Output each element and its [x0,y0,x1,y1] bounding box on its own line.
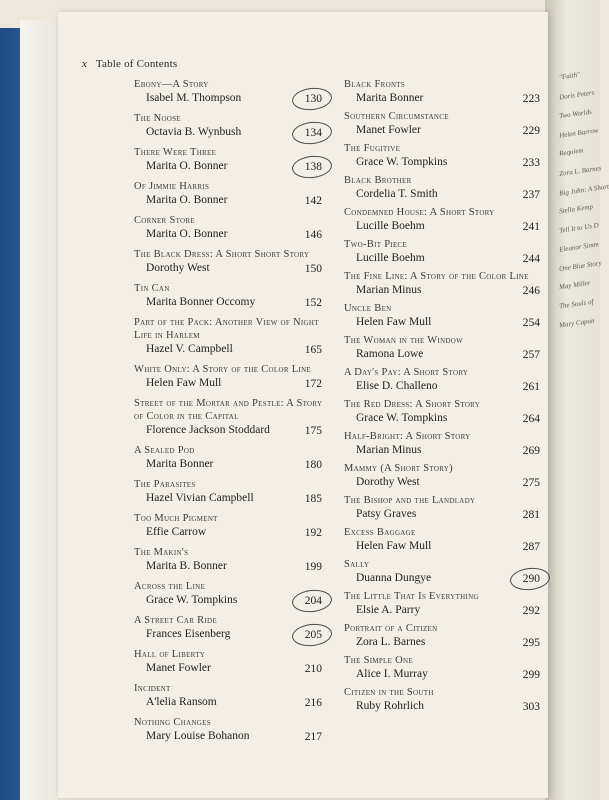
entry-author: Marita Bonner [356,92,424,104]
entry-title: A Street Car Ride [134,615,217,626]
entry-title: The Bishop and the Landlady [344,495,476,506]
facing-page-text: Eleanor Simm [558,240,600,254]
entry-author: Florence Jackson Stoddard [146,424,270,436]
entry-title: A Sealed Pod [134,445,195,456]
entry-author: Ruby Rohrlich [356,700,425,712]
entry-title: Two-Bit Piece [344,239,408,250]
entry-page-number: 130 [304,93,322,105]
entry-author: Grace W. Tompkins [146,594,238,606]
entry-author: Elise D. Challeno [356,380,438,392]
entry-author: Patsy Graves [356,508,417,520]
entry-page-number: 210 [304,663,322,675]
entry-page-number: 205 [304,629,322,641]
entry-author: Effie Carrow [146,526,207,538]
facing-page-text: Two Worlds [558,107,593,121]
facing-page [545,0,609,800]
toc-entry [134,214,324,241]
toc-entry [344,302,542,329]
toc-entry [344,590,542,617]
entry-page-number: 254 [522,317,540,329]
entry-title: Too Much Pigment [134,513,218,524]
toc-entry [134,363,324,390]
facing-page-text: Zora L. Barnes [558,164,602,178]
entry-author: Helen Faw Mull [356,316,432,328]
toc-entry [134,444,324,471]
entry-author: Zora L. Barnes [356,636,426,648]
entry-author: Marita O. Bonner [146,228,228,240]
entry-title: Black Brother [344,175,412,186]
entry-page-number: 199 [304,561,322,573]
toc-entry [344,398,542,425]
facing-page-text: Big John: A Short [558,182,609,198]
toc-entry [134,78,324,105]
entry-title: The Noose [134,113,181,124]
toc-entry [134,614,324,641]
toc-entry [344,366,542,393]
entry-title: Across the Line [134,581,206,592]
entry-page-number: 192 [304,527,322,539]
entry-author: Grace W. Tompkins [356,156,448,168]
entry-author: Duanna Dungye [356,572,432,584]
facing-page-text: One Blue Story [558,259,603,273]
toc-entry [344,654,542,681]
toc-entry [134,716,324,743]
entry-page-number: 185 [304,493,322,505]
toc-entry [344,526,542,553]
entry-author: Lucille Boehm [356,252,425,264]
entry-page-number: 241 [522,221,540,233]
entry-title: Black Fronts [344,79,406,90]
entry-author: Marita O. Bonner [146,160,228,172]
running-header [82,58,177,70]
entry-page-number: 264 [522,413,540,425]
entry-title: Portrait of a Citizen [344,623,438,634]
entry-author: Manet Fowler [146,662,211,674]
toc-entry [134,316,324,356]
facing-page-text: Stella Kemp [558,202,594,216]
entry-title: Sally [344,559,370,570]
toc-entry [344,238,542,265]
entry-page-number: 134 [304,127,322,139]
toc-entry [344,494,542,521]
entry-page-number: 146 [304,229,322,241]
entry-page-number: 303 [522,701,540,713]
toc-entry [134,648,324,675]
entry-page-number: 216 [304,697,322,709]
entry-title: A Day's Pay: A Short Story [344,367,469,378]
entry-page-number: 287 [522,541,540,553]
entry-title: The Parasites [134,479,196,490]
entry-author: Cordelia T. Smith [356,188,438,200]
entry-title: The Fugitive [344,143,401,154]
entry-title: The Little That Is Everything [344,591,479,602]
toc-entry [344,462,542,489]
entry-title: Nothing Changes [134,717,211,728]
entry-page-number: 142 [304,195,322,207]
entry-page-number: 152 [304,297,322,309]
entry-title: The Red Dress: A Short Story [344,399,481,410]
toc-entry [134,282,324,309]
entry-page-number: 223 [522,93,540,105]
entry-title: The Fine Line: A Story of the Color Line [344,271,529,282]
entry-page-number: 292 [522,605,540,617]
entry-title: Incident [134,683,171,694]
entry-page-number: 150 [304,263,322,275]
entry-page-number: 233 [522,157,540,169]
toc-entry [344,142,542,169]
page-numeral: x [82,58,88,70]
entry-title: Southern Circumstance [344,111,449,122]
entry-author: Octavia B. Wynbush [146,126,242,138]
toc-entry [344,686,542,713]
entry-author: A'lelia Ransom [146,696,217,708]
toc-entry [344,622,542,649]
entry-page-number: 172 [304,378,322,390]
toc-entry [344,558,542,585]
entry-author: Elsie A. Parry [356,604,421,616]
entry-page-number: 237 [522,189,540,201]
entry-page-number: 299 [522,669,540,681]
facing-page-text: The Souls of [558,297,595,311]
toc-entry [344,270,542,297]
toc-entry [344,430,542,457]
entry-title: Half-Bright: A Short Story [344,431,471,442]
entry-author: Isabel M. Thompson [146,92,242,104]
entry-page-number: 165 [304,344,322,356]
entry-author: Marita Bonner [146,458,214,470]
entry-page-number: 244 [522,253,540,265]
facing-page-text: Mary Capon [558,316,595,330]
entry-author: Hazel V. Campbell [146,343,233,355]
entry-author: Lucille Boehm [356,220,425,232]
entry-page-number: 204 [304,595,322,607]
entry-page-number: 281 [522,509,540,521]
header-title: Table of Contents [95,58,178,70]
entry-title: Of Jimmie Harris [134,181,210,192]
entry-title: Condemned House: A Short Story [344,207,495,218]
entry-author: Ramona Lowe [356,348,424,360]
toc-entry [344,78,542,105]
toc-entry [134,112,324,139]
toc-entry [134,580,324,607]
entry-page-number: 261 [522,381,540,393]
toc-entry [344,206,542,233]
entry-title: The Simple One [344,655,413,666]
toc-entry [134,546,324,573]
toc-column-left [134,78,324,750]
entry-author: Marita B. Bonner [146,560,227,572]
entry-title: Mammy (A Short Story) [344,463,453,474]
toc-entry [134,146,324,173]
facing-page-text: Doris Peters [558,88,595,102]
facing-page-text: "Faith" [558,70,581,82]
entry-page-number: 275 [522,477,540,489]
entry-page-number: 269 [522,445,540,457]
entry-title: Excess Baggage [344,527,416,538]
entry-author: Grace W. Tompkins [356,412,448,424]
entry-title: There Were Three [134,147,217,158]
entry-author: Manet Fowler [356,124,421,136]
entry-page-number: 175 [304,425,322,437]
toc-entry [134,248,324,275]
toc-entry [134,397,324,437]
entry-title: Ebony—A Story [134,79,209,90]
entry-author: Frances Eisenberg [146,628,231,640]
entry-page-number: 138 [304,161,322,173]
toc-entry [344,174,542,201]
entry-author: Helen Faw Mull [146,377,222,389]
entry-author: Marita Bonner Occomy [146,296,256,308]
entry-author: Marian Minus [356,284,422,296]
entry-page-number: 295 [522,637,540,649]
entry-page-number: 257 [522,349,540,361]
facing-page-text: Helen Barrow [558,126,599,140]
entry-page-number: 290 [522,573,540,585]
entry-title: The Black Dress: A Short Short Story [134,249,310,260]
entry-author: Marian Minus [356,444,422,456]
entry-title: Hall of Liberty [134,649,206,660]
page-stack-edge [20,20,60,800]
toc-entry [134,512,324,539]
entry-author: Dorothy West [356,476,420,488]
entry-page-number: 229 [522,125,540,137]
entry-title: White Only: A Story of the Color Line [134,364,312,375]
facing-page-text: Requiem [558,146,584,158]
entry-title: The Woman in the Window [344,335,464,346]
entry-page-number: 246 [522,285,540,297]
entry-title: Corner Store [134,215,195,226]
entry-title: Citizen in the South [344,687,434,698]
toc-entry [134,478,324,505]
entry-author: Dorothy West [146,262,210,274]
entry-title: Uncle Ben [344,303,392,314]
toc-entry [134,682,324,709]
facing-page-text: Tell It to Us D [558,221,600,235]
toc-entry [344,110,542,137]
entry-title: Street of the Mortar and Pestle: A Story of Color in the Capital [134,398,323,422]
toc-entry [134,180,324,207]
entry-author: Hazel Vivian Campbell [146,492,254,504]
toc-entry [344,334,542,361]
entry-page-number: 217 [304,731,322,743]
entry-author: Alice I. Murray [356,668,428,680]
entry-title: The Makin's [134,547,189,558]
toc-column-right [344,78,542,718]
entry-author: Marita O. Bonner [146,194,228,206]
entry-author: Mary Louise Bohanon [146,730,250,742]
entry-page-number: 180 [304,459,322,471]
entry-title: Part of the Pack: Another View of Night Life in Harlem [134,317,319,341]
facing-page-text: May Miller [558,278,592,292]
entry-author: Helen Faw Mull [356,540,432,552]
entry-title: Tin Can [134,283,170,294]
